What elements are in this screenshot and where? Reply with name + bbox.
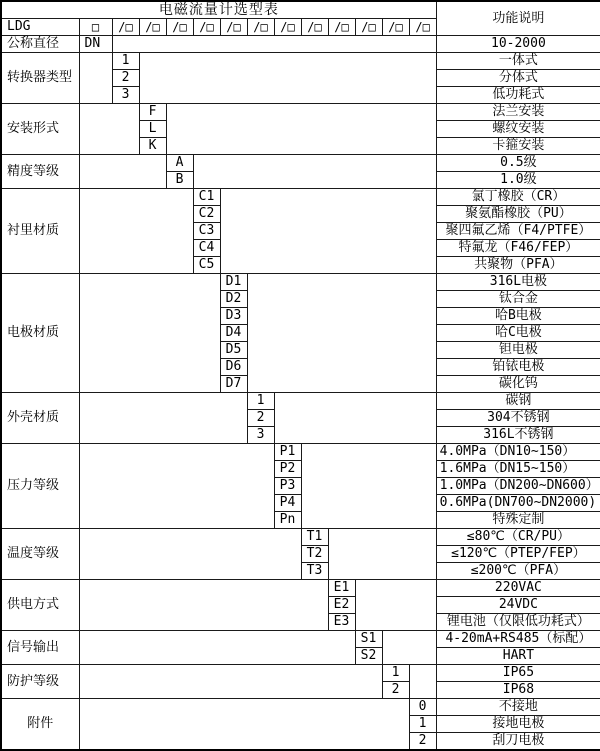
empty-region — [355, 580, 436, 631]
desc-cell: 一体式 — [436, 53, 600, 70]
desc-cell: ≤120℃（PTEP/FEP） — [436, 546, 600, 563]
code-cell: D7 — [220, 376, 247, 393]
code-cell: 2 — [382, 682, 409, 699]
empty-region — [79, 699, 409, 751]
code-cell: D6 — [220, 359, 247, 376]
desc-cell: ≤80℃（CR/PU） — [436, 529, 600, 546]
group-label: 温度等级 — [1, 529, 79, 580]
code-cell: 2 — [247, 410, 274, 427]
group-label: 供电方式 — [1, 580, 79, 631]
desc-cell: 铂铱电极 — [436, 359, 600, 376]
code-cell: E1 — [328, 580, 355, 597]
code-cell: 1 — [382, 665, 409, 682]
desc-cell: 刮刀电极 — [436, 733, 600, 751]
code-cell: A — [166, 155, 193, 172]
group-label: 压力等级 — [1, 444, 79, 529]
empty-region — [79, 393, 247, 444]
desc-cell: 钽电极 — [436, 342, 600, 359]
group-label: 公称直径 — [1, 36, 79, 53]
code-cell: P3 — [274, 478, 301, 495]
code-cell: C5 — [193, 257, 220, 274]
code-cell: D5 — [220, 342, 247, 359]
empty-region — [79, 529, 301, 580]
group-label: 防护等级 — [1, 665, 79, 699]
empty-region — [79, 631, 355, 665]
model-slot: /□ — [247, 19, 274, 36]
desc-cell: 4-20mA+RS485（标配） — [436, 631, 600, 648]
desc-cell: 哈C电极 — [436, 325, 600, 342]
diameter-row — [1, 36, 600, 53]
empty-region — [166, 104, 436, 155]
desc-cell: 316L电极 — [436, 274, 600, 291]
empty-region — [328, 529, 436, 580]
empty-region — [274, 393, 436, 444]
code-cell: 1 — [112, 53, 139, 70]
empty-region — [79, 274, 220, 393]
empty-region — [112, 36, 436, 53]
group-label: 安装形式 — [1, 104, 79, 155]
desc-cell: 1.0级 — [436, 172, 600, 189]
empty-region — [220, 189, 436, 274]
empty-region — [409, 665, 436, 699]
code-cell: 3 — [112, 87, 139, 104]
code-cell: P2 — [274, 461, 301, 478]
model-slot: /□ — [409, 19, 436, 36]
code-cell: 1 — [247, 393, 274, 410]
code-cell: T1 — [301, 529, 328, 546]
empty-region — [79, 665, 382, 699]
desc-cell: 304不锈钢 — [436, 410, 600, 427]
group-label: 精度等级 — [1, 155, 79, 189]
desc-cell: 0.6MPa(DN700~DN2000) — [436, 495, 600, 512]
model-slot: /□ — [193, 19, 220, 36]
desc-cell: 卡箍安装 — [436, 138, 600, 155]
model-slot: /□ — [328, 19, 355, 36]
desc-cell: HART — [436, 648, 600, 665]
code-cell: 2 — [112, 70, 139, 87]
group-label: 电极材质 — [1, 274, 79, 393]
empty-region — [193, 155, 436, 189]
desc-cell: 碳化钨 — [436, 376, 600, 393]
code-cell: T2 — [301, 546, 328, 563]
code-cell: DN — [79, 36, 112, 53]
empty-region — [79, 444, 274, 529]
model-slot: /□ — [139, 19, 166, 36]
desc-cell: 钛合金 — [436, 291, 600, 308]
desc-cell: 220VAC — [436, 580, 600, 597]
code-cell: K — [139, 138, 166, 155]
code-cell: B — [166, 172, 193, 189]
model-slot: /□ — [274, 19, 301, 36]
desc-cell: 法兰安装 — [436, 104, 600, 121]
empty-region — [79, 155, 166, 189]
code-cell: 1 — [409, 716, 436, 733]
model-slot: /□ — [355, 19, 382, 36]
desc-cell: 分体式 — [436, 70, 600, 87]
group-label: 转换器类型 — [1, 53, 79, 104]
empty-region — [139, 53, 436, 104]
code-cell: D2 — [220, 291, 247, 308]
desc-cell: 接地电极 — [436, 716, 600, 733]
model-slot: /□ — [220, 19, 247, 36]
group-label: 附件 — [1, 699, 79, 751]
code-cell: C2 — [193, 206, 220, 223]
group-label: 衬里材质 — [1, 189, 79, 274]
group-label: 外壳材质 — [1, 393, 79, 444]
desc-cell: 0.5级 — [436, 155, 600, 172]
desc-cell: 碳钢 — [436, 393, 600, 410]
code-cell: D4 — [220, 325, 247, 342]
code-cell: 3 — [247, 427, 274, 444]
code-cell: D3 — [220, 308, 247, 325]
desc-cell: 特氟龙（F46/FEP） — [436, 240, 600, 257]
desc-cell: 1.0MPa（DN200~DN600） — [436, 478, 600, 495]
function-column-header: 功能说明 — [436, 1, 600, 36]
group-label: 信号输出 — [1, 631, 79, 665]
code-cell: T3 — [301, 563, 328, 580]
code-cell: 0 — [409, 699, 436, 716]
model-base-box: □ — [79, 19, 112, 36]
model-slot: /□ — [166, 19, 193, 36]
desc-cell: 低功耗式 — [436, 87, 600, 104]
code-cell: C3 — [193, 223, 220, 240]
code-cell: Pn — [274, 512, 301, 529]
desc-cell: ≤200℃（PFA） — [436, 563, 600, 580]
table-title: 电磁流量计选型表 — [1, 1, 436, 19]
desc-cell: 聚氨酯橡胶（PU） — [436, 206, 600, 223]
code-cell: F — [139, 104, 166, 121]
desc-cell: 聚四氟乙烯（F4/PTFE） — [436, 223, 600, 240]
empty-region — [79, 580, 328, 631]
empty-region — [382, 631, 436, 665]
desc-cell: IP65 — [436, 665, 600, 682]
code-cell: E2 — [328, 597, 355, 614]
desc-cell: 不接地 — [436, 699, 600, 716]
desc-cell: IP68 — [436, 682, 600, 699]
code-cell: L — [139, 121, 166, 138]
empty-region — [247, 274, 436, 393]
model-slot: /□ — [112, 19, 139, 36]
model-prefix: LDG — [1, 19, 79, 36]
desc-cell: 哈B电极 — [436, 308, 600, 325]
desc-cell: 1.6MPa（DN15~150） — [436, 461, 600, 478]
code-cell: P4 — [274, 495, 301, 512]
code-cell: S1 — [355, 631, 382, 648]
code-cell: D1 — [220, 274, 247, 291]
title-row — [1, 1, 600, 19]
desc-cell: 螺纹安装 — [436, 121, 600, 138]
empty-region — [79, 189, 193, 274]
model-slot: /□ — [301, 19, 328, 36]
code-cell: P1 — [274, 444, 301, 461]
empty-region — [79, 53, 112, 104]
desc-cell: 24VDC — [436, 597, 600, 614]
empty-region — [79, 104, 139, 155]
model-slot: /□ — [382, 19, 409, 36]
code-cell: S2 — [355, 648, 382, 665]
code-cell: C1 — [193, 189, 220, 206]
desc-cell: 4.0MPa（DN10~150） — [436, 444, 600, 461]
desc-cell: 锂电池（仅限低功耗式） — [436, 614, 600, 631]
desc-cell: 316L不锈钢 — [436, 427, 600, 444]
desc-cell: 10-2000 — [436, 36, 600, 53]
code-cell: 2 — [409, 733, 436, 751]
desc-cell: 氯丁橡胶（CR） — [436, 189, 600, 206]
desc-cell: 共聚物（PFA） — [436, 257, 600, 274]
desc-cell: 特殊定制 — [436, 512, 600, 529]
code-cell: E3 — [328, 614, 355, 631]
empty-region — [301, 444, 436, 529]
code-cell: C4 — [193, 240, 220, 257]
